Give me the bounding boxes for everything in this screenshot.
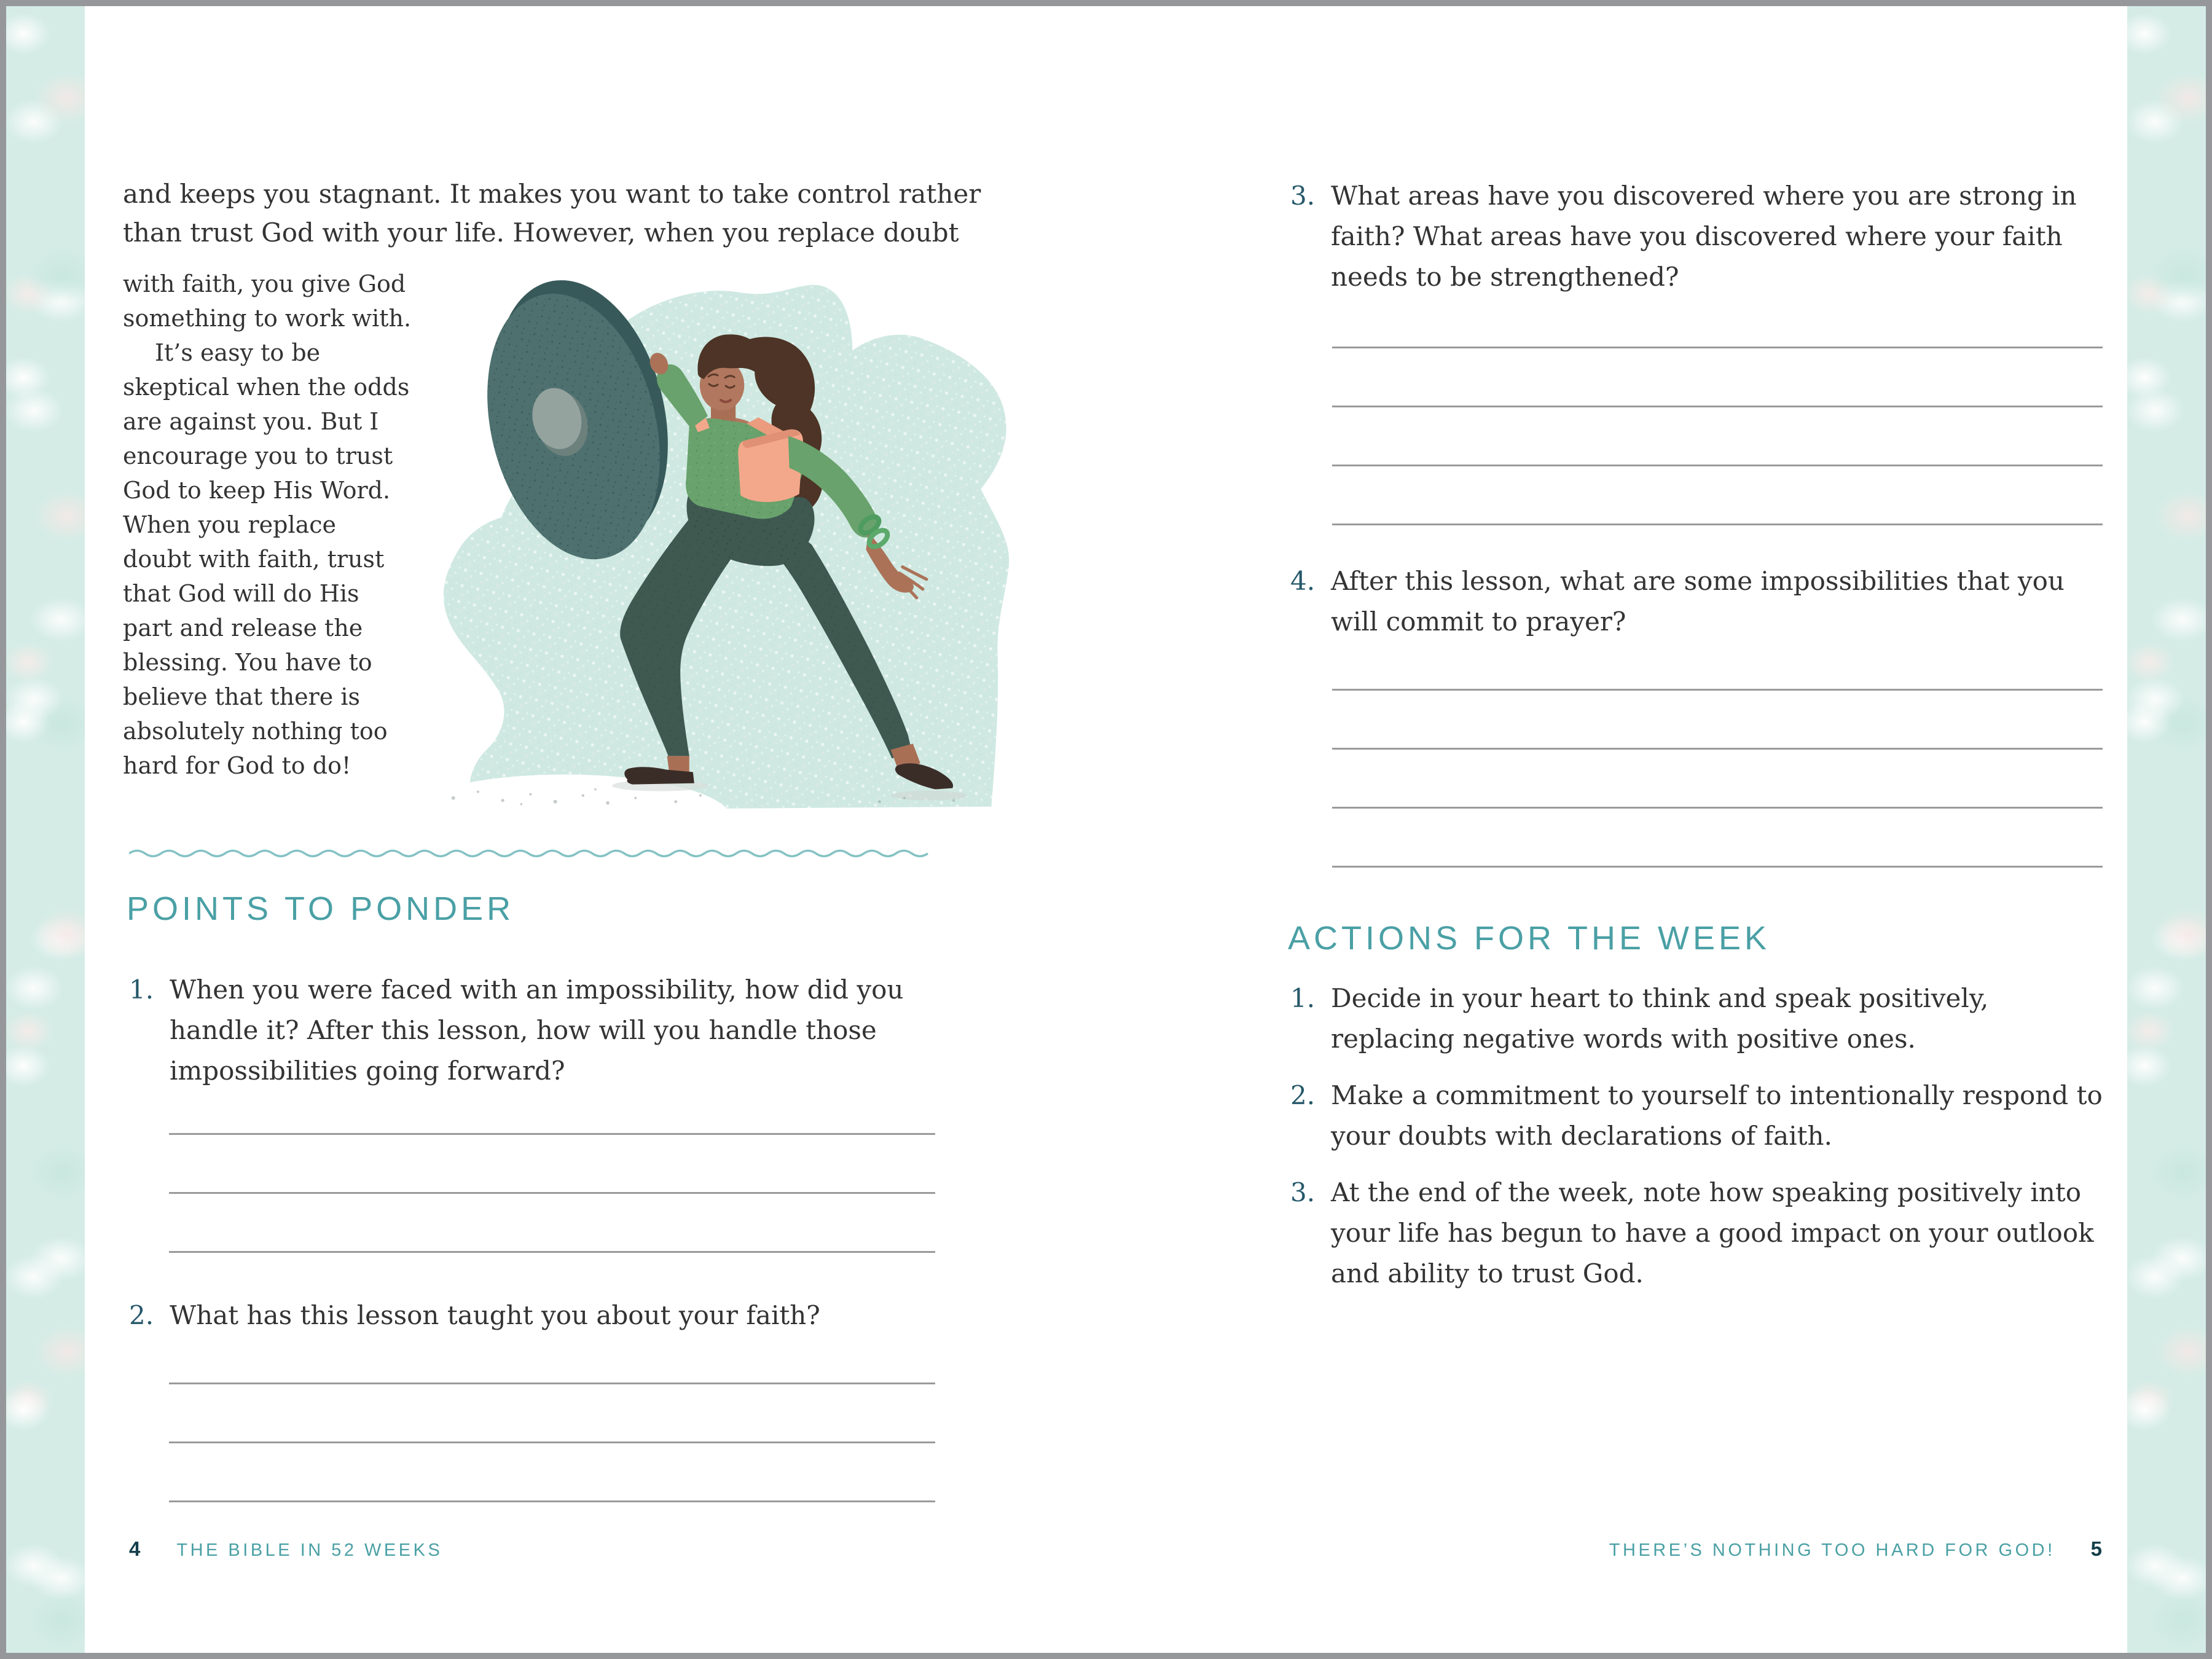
question-text: What areas have you discovered where you are strong in faith? What areas have you discovered where your faith needs to be strengthened? xyxy=(1331,181,2077,292)
illustration-woman-carrying-giant-coin xyxy=(409,275,1017,831)
action-text: At the end of the week, note how speaking positively into your life has begun to have a good impact on your outlook and ability to trust God. xyxy=(1331,1177,2094,1288)
left-page-margin-texture xyxy=(6,6,85,1653)
answer-line xyxy=(1332,348,2103,407)
answer-lines-q2 xyxy=(169,1325,935,1502)
running-title: THERE’S NOTHING TOO HARD FOR GOD! xyxy=(1609,1540,2055,1560)
answer-line xyxy=(1332,289,2103,348)
lesson-paragraph: with faith, you give God something to work with. xyxy=(123,270,412,332)
running-title: THE BIBLE IN 52 WEEKS xyxy=(176,1540,443,1560)
answer-line xyxy=(169,1443,935,1502)
left-page-footer xyxy=(129,1537,442,1561)
answer-line xyxy=(1332,632,2103,691)
action-number: 3. xyxy=(1290,1177,1316,1207)
question-1 xyxy=(129,970,938,1091)
question-number: 4. xyxy=(1290,566,1316,596)
question-text: After this lesson, what are some impossibilities that you will commit to prayer? xyxy=(1331,566,2065,637)
answer-lines-q4 xyxy=(1332,632,2103,868)
question-4 xyxy=(1290,561,2105,642)
action-number: 1. xyxy=(1290,983,1316,1013)
answer-line xyxy=(1332,750,2103,809)
book-spread xyxy=(6,6,2206,1653)
action-text: Decide in your heart to think and speak positively, replacing negative words with positive ones. xyxy=(1331,983,1989,1054)
lesson-paragraph-wide xyxy=(123,175,981,252)
answer-line xyxy=(1332,466,2103,525)
lesson-paragraph-narrow xyxy=(123,267,412,783)
answer-line xyxy=(169,1384,935,1443)
section-heading-points-to-ponder: POINTS TO PONDER xyxy=(127,890,515,927)
page-number: 4 xyxy=(129,1537,141,1560)
answer-line xyxy=(169,1194,935,1253)
answer-line xyxy=(1332,809,2103,868)
section-heading-actions-for-the-week: ACTIONS FOR THE WEEK xyxy=(1288,920,1771,957)
answer-lines-q3 xyxy=(1332,289,2103,525)
illustration-svg xyxy=(409,275,1017,831)
right-page-margin-texture xyxy=(2127,6,2206,1653)
action-item-3 xyxy=(1290,1172,2105,1294)
action-text: Make a commitment to yourself to intentionally respond to your doubts with declarations of faith. xyxy=(1331,1080,2103,1151)
wavy-divider xyxy=(129,845,933,861)
lesson-line: and keeps you stagnant. It makes you want to take control rather xyxy=(123,179,981,209)
lesson-line: than trust God with your life. However, when you replace doubt xyxy=(123,218,959,248)
action-item-1 xyxy=(1290,978,2105,1059)
question-number: 3. xyxy=(1290,181,1316,211)
answer-line xyxy=(169,1325,935,1384)
actions-list xyxy=(1290,978,2105,1310)
answer-line xyxy=(1332,691,2103,750)
page-number: 5 xyxy=(2090,1537,2103,1560)
right-page-footer xyxy=(1290,1537,2103,1561)
answer-line xyxy=(1332,407,2103,466)
action-item-2 xyxy=(1290,1075,2105,1156)
question-3 xyxy=(1290,176,2105,297)
answer-lines-q1 xyxy=(169,1076,935,1253)
wavy-divider-path xyxy=(129,851,928,857)
question-number: 2. xyxy=(129,1300,154,1330)
lesson-paragraph: It’s easy to be skeptical when the odds are against you. But I encourage you to trust God to keep His Word. When you replace doubt with faith, trust that God will do His part and release the blessing. You have to believe that there is absolutely nothing too hard for God to do! xyxy=(123,339,410,779)
answer-line xyxy=(169,1135,935,1194)
action-number: 2. xyxy=(1290,1080,1316,1110)
question-text: When you were faced with an impossibility, how did you handle it? After this lesson, how will you handle those impossibilities going forward? xyxy=(170,975,904,1086)
answer-line xyxy=(169,1076,935,1135)
question-number: 1. xyxy=(129,975,154,1005)
question-text: What has this lesson taught you about your faith? xyxy=(170,1300,820,1330)
